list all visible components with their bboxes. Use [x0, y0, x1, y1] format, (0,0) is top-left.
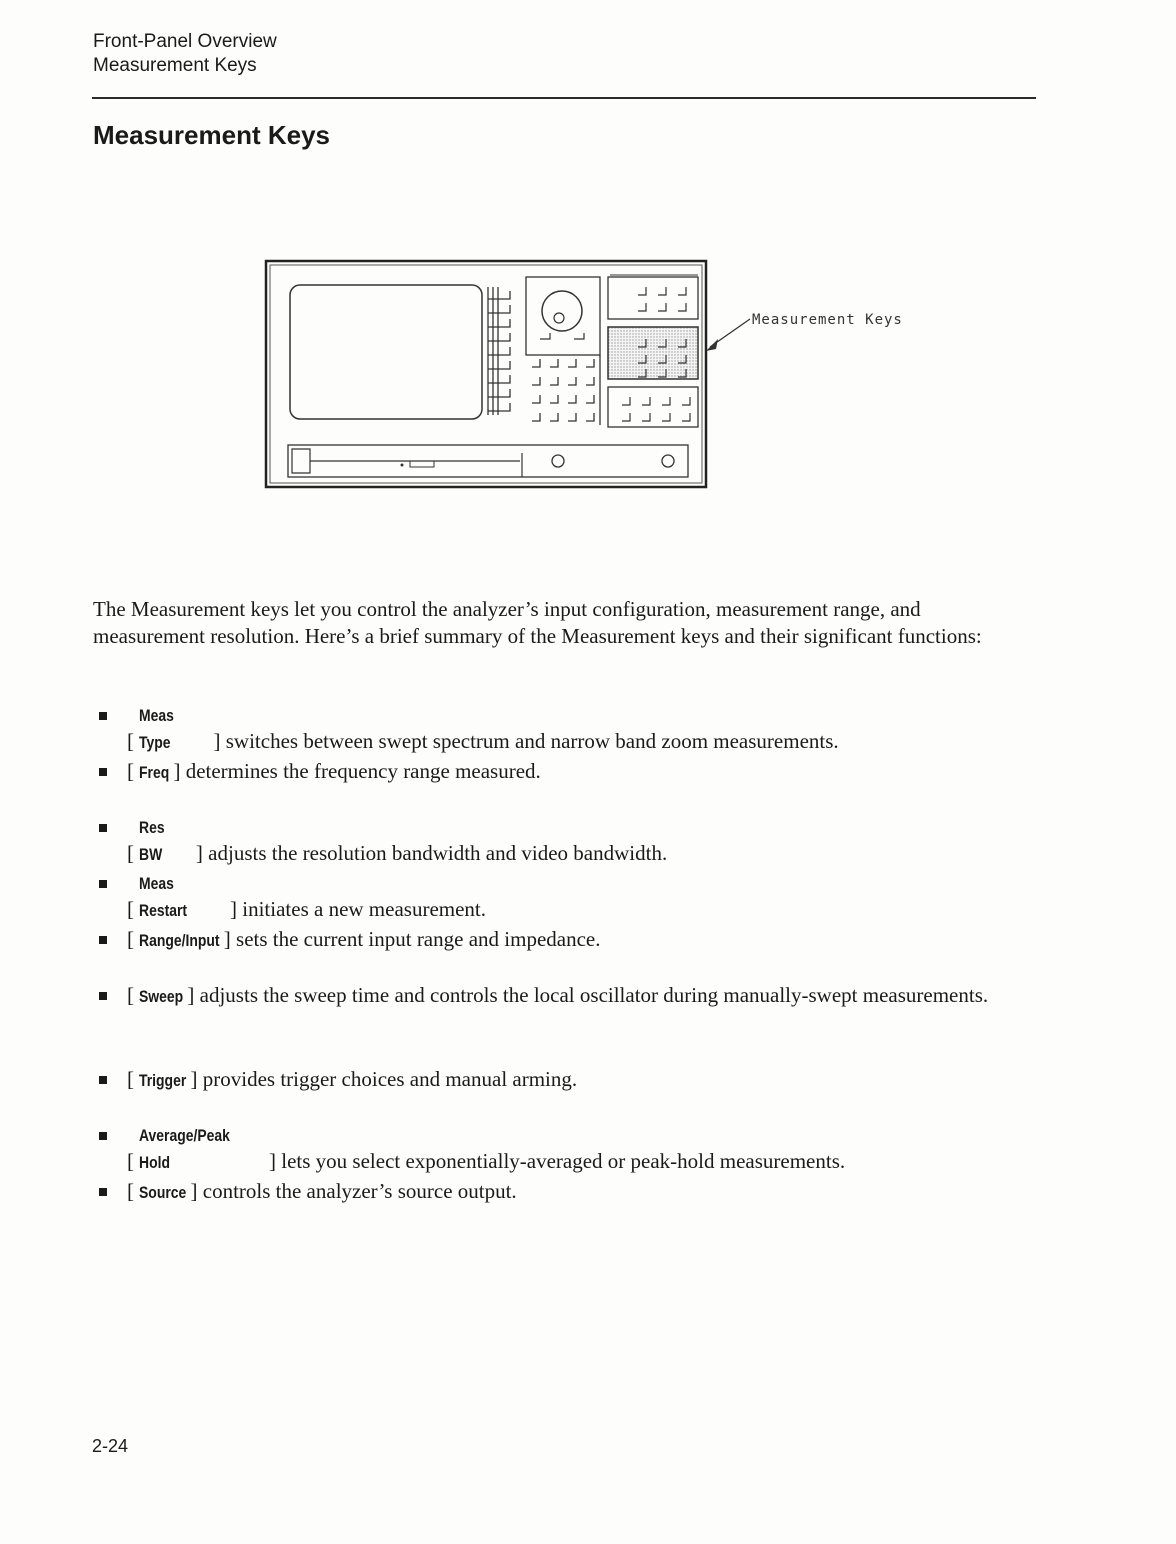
key-name: Freq: [139, 763, 170, 782]
bullet-icon: [99, 824, 107, 832]
key-name: Res BW: [139, 818, 165, 864]
list-item: [ Range/Input ] sets the current input range and impedance.: [93, 926, 1023, 982]
input-connector: [552, 455, 564, 467]
bullet-icon: [99, 1188, 107, 1196]
measurement-keys-highlight: [608, 327, 698, 379]
key-description: provides trigger choices and manual arming.: [202, 1067, 578, 1091]
key-description: initiates a new measurement.: [242, 897, 487, 921]
key-description: controls the analyzer’s source output.: [202, 1179, 517, 1203]
measurement-keys-callout: Measurement Keys: [752, 312, 903, 328]
key-description: sets the current input range and impedance.: [236, 927, 601, 951]
front-panel-figure: [260, 255, 940, 495]
softkeys: [488, 287, 510, 415]
bullet-icon: [99, 1132, 107, 1140]
bullet-icon: [99, 712, 107, 720]
page-title: Measurement Keys: [93, 120, 330, 150]
header-section: Front-Panel Overview: [93, 31, 277, 52]
page-number: 2-24: [92, 1436, 129, 1456]
list-item: [ Res BW ] adjusts the resolution bandwidth and video bandwidth.: [93, 814, 1023, 870]
running-header: [93, 30, 277, 78]
numeric-keypad: [532, 355, 600, 425]
list-item: [ Average/Peak Hold ] lets you select exponentially-averaged or peak-hold measurements.: [93, 1122, 1023, 1178]
knob: [542, 291, 582, 331]
list-item: [ Sweep ] adjusts the sweep time and controls the local oscillator during manually-swept measurements.: [93, 982, 1023, 1066]
bullet-icon: [99, 768, 107, 776]
key-name: Trigger: [139, 1071, 187, 1090]
front-panel-drawing: [260, 255, 940, 495]
key-description: adjusts the resolution bandwidth and video bandwidth.: [208, 841, 668, 865]
key-description: adjusts the sweep time and controls the local oscillator during manually-swept measurements.: [199, 983, 989, 1007]
intro-paragraph: The Measurement keys let you control the analyzer’s input configuration, measurement range, and measurement resolution. Here’s a brief summary of the Measurement keys and their significant functions:: [93, 597, 982, 648]
header-subsection: Measurement Keys: [93, 55, 257, 76]
key-description: lets you select exponentially-averaged or peak-hold measurements.: [281, 1149, 846, 1173]
list-item: [ Meas Restart ] initiates a new measurement.: [93, 870, 1023, 926]
list-item: [ Freq ] determines the frequency range measured.: [93, 758, 1023, 814]
bullet-icon: [99, 1076, 107, 1084]
list-item: [ Meas Type ] switches between swept spectrum and narrow band zoom measurements.: [93, 702, 1023, 758]
list-item: [ Trigger ] provides trigger choices and manual arming.: [93, 1066, 1023, 1122]
bullet-icon: [99, 936, 107, 944]
key-description: switches between swept spectrum and narrow band zoom measurements.: [225, 729, 839, 753]
bullet-icon: [99, 880, 107, 888]
key-name: Range/Input: [139, 931, 220, 950]
power-switch: [292, 449, 310, 473]
key-name: Source: [139, 1183, 187, 1202]
bullet-icon: [99, 992, 107, 1000]
key-name: Meas Type: [139, 706, 175, 752]
key-description: determines the frequency range measured.: [185, 759, 541, 783]
key-name: Average/Peak Hold: [139, 1126, 231, 1172]
header-rule: [92, 97, 1036, 99]
source-connector: [662, 455, 674, 467]
list-item: [ Source ] controls the analyzer’s source output.: [93, 1178, 1023, 1234]
display-screen: [290, 285, 482, 419]
key-summary-list: [93, 702, 1023, 1234]
key-name: Sweep: [139, 987, 184, 1006]
key-name: Meas Restart: [139, 874, 188, 920]
